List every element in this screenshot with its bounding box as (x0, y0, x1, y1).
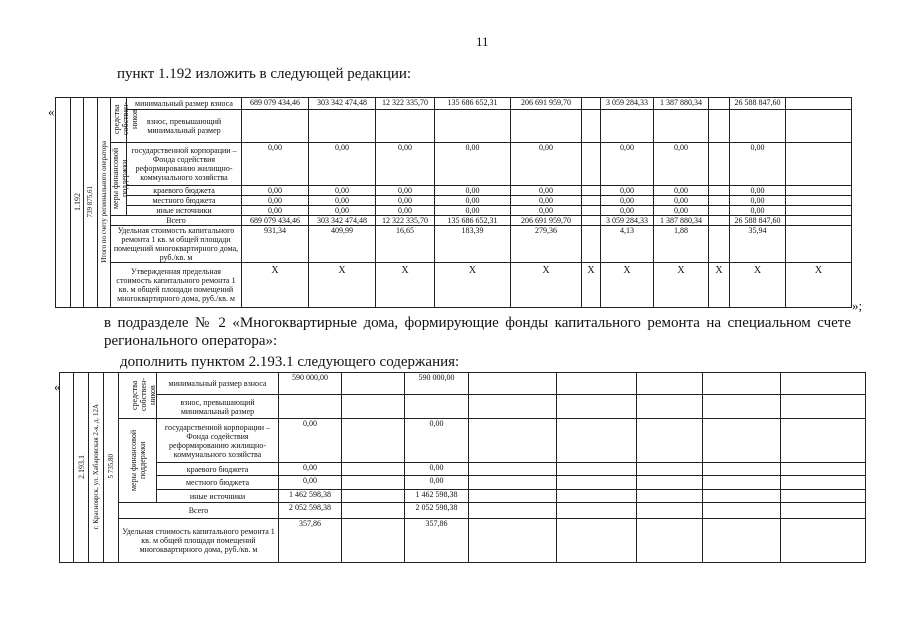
table2-over-min-col-2 (342, 395, 405, 419)
t1-row-over-min (56, 110, 852, 143)
table2-local-col-2 (342, 476, 405, 490)
t2-label-unit-cost: Удельная стоимость капитального ремонта 1 кв. м общей площади помещений многоквартирного дома, руб./кв. м (119, 519, 279, 563)
t2-label-other: иные источники (157, 490, 279, 503)
table1-regional-col-6 (582, 186, 601, 196)
table1-regional-col-8: 0,00 (654, 186, 709, 196)
table1-unit-cost-col-11 (786, 226, 852, 263)
t1-row-unit-cost (56, 226, 852, 263)
table1-local-col-9 (709, 196, 730, 206)
t1-item-cell: 1.192 (71, 98, 84, 308)
table1-min-fee-col-3: 12 322 335,70 (376, 98, 435, 110)
table1-local-col-1: 0,00 (242, 196, 309, 206)
table1-approved-cost-col-9: X (709, 263, 730, 308)
table1-unit-cost-col-4: 183,39 (435, 226, 511, 263)
table1-over-min-col-10 (730, 110, 786, 143)
t1-label-fund: государственной корпорации – Фонда содействия реформированию жилищно-коммунального хозяйства (127, 143, 242, 186)
table2-regional-col-4 (469, 463, 557, 476)
table1-unit-cost-col-8: 1,88 (654, 226, 709, 263)
table2-min-fee-col-5 (557, 373, 637, 395)
table1-total-col-2: 303 342 474,48 (309, 216, 376, 226)
table1-unit-cost-col-9 (709, 226, 730, 263)
table1-unit-cost-col-5: 279,36 (511, 226, 582, 263)
table1-local-col-11 (786, 196, 852, 206)
open-quote-1: « (48, 104, 55, 119)
table1-other-col-11 (786, 206, 852, 216)
table1-over-min-col-1 (242, 110, 309, 143)
table2-fund-col-6 (637, 419, 703, 463)
t1-row-approved-cost (56, 263, 852, 308)
table1-regional-col-2: 0,00 (309, 186, 376, 196)
table2-regional-col-5 (557, 463, 637, 476)
t2-row-over-min (60, 395, 866, 419)
table1-other-col-1: 0,00 (242, 206, 309, 216)
table2-local-col-7 (703, 476, 781, 490)
t1-row-total (56, 216, 852, 226)
table2-min-fee-col-6 (637, 373, 703, 395)
table1-total-col-1: 689 079 434,46 (242, 216, 309, 226)
table1-approved-cost-col-4: X (435, 263, 511, 308)
t1-label-total: Всего (111, 216, 242, 226)
table1-approved-cost-col-5: X (511, 263, 582, 308)
t2-row-fund (60, 419, 866, 463)
table1-min-fee-col-7: 3 059 284,33 (601, 98, 654, 110)
t1-label-over-min: взнос, превышающий минимальный размер (127, 110, 242, 143)
table1-unit-cost-col-1: 931,34 (242, 226, 309, 263)
table1-min-fee-col-4: 135 686 652,31 (435, 98, 511, 110)
table1-regional-col-7: 0,00 (601, 186, 654, 196)
table2-unit-cost-col-2 (342, 519, 405, 563)
table1-min-fee-col-8: 1 387 880,34 (654, 98, 709, 110)
table1-total-col-3: 12 322 335,70 (376, 216, 435, 226)
table1-approved-cost-col-8: X (654, 263, 709, 308)
table1-local-col-8: 0,00 (654, 196, 709, 206)
table1-other-col-5: 0,00 (511, 206, 582, 216)
table2-unit-cost-col-8 (781, 519, 866, 563)
table2-total-col-2 (342, 503, 405, 519)
table1-over-min-col-11 (786, 110, 852, 143)
t1-amount-cell: 739 875,61 (84, 98, 98, 308)
table1-other-col-3: 0,00 (376, 206, 435, 216)
table1-regional-col-3: 0,00 (376, 186, 435, 196)
t1-row-min-fee (56, 98, 852, 110)
t2-label-local: местного бюджета (157, 476, 279, 490)
table1-fund-col-8: 0,00 (654, 143, 709, 186)
table2-local-col-1: 0,00 (279, 476, 342, 490)
table2-over-min-col-3 (405, 395, 469, 419)
table2-fund-col-2 (342, 419, 405, 463)
table2-over-min-col-8 (781, 395, 866, 419)
table2-unit-cost-col-6 (637, 519, 703, 563)
close-quote-1: »; (852, 298, 863, 313)
table1-approved-cost-col-6: X (582, 263, 601, 308)
table1-over-min-col-3 (376, 110, 435, 143)
table2-other-col-3: 1 462 598,38 (405, 490, 469, 503)
table2-over-min-col-4 (469, 395, 557, 419)
table1-other-col-4: 0,00 (435, 206, 511, 216)
table1-unit-cost-col-2: 409,99 (309, 226, 376, 263)
t2-row-regional (60, 463, 866, 476)
t2-row-min-fee (60, 373, 866, 395)
table2-other-col-1: 1 462 598,38 (279, 490, 342, 503)
table1-min-fee-col-9 (709, 98, 730, 110)
table2-regional-col-1: 0,00 (279, 463, 342, 476)
table1-over-min-col-5 (511, 110, 582, 143)
table1-regional-col-9 (709, 186, 730, 196)
table2-regional-col-8 (781, 463, 866, 476)
table1-fund-col-5: 0,00 (511, 143, 582, 186)
table1-min-fee-col-11 (786, 98, 852, 110)
table2-unit-cost-col-5 (557, 519, 637, 563)
table1-fund-col-3: 0,00 (376, 143, 435, 186)
table1-min-fee-col-10: 26 588 847,60 (730, 98, 786, 110)
table1-total-col-4: 135 686 652,31 (435, 216, 511, 226)
table1-unit-cost-col-7: 4,13 (601, 226, 654, 263)
table1-fund-col-6 (582, 143, 601, 186)
paragraph-subsection-2: в подразделе № 2 «Многоквартирные дома, формирующие фонды капитального ремонта на специальном счете регионального оператора»: (104, 315, 851, 349)
table1-min-fee-col-2: 303 342 474,48 (309, 98, 376, 110)
table1-unit-cost-col-6 (582, 226, 601, 263)
table2-other-col-7 (703, 490, 781, 503)
table1-approved-cost-col-11: X (786, 263, 852, 308)
table1-total-col-8: 1 387 880,34 (654, 216, 709, 226)
table2-total-col-6 (637, 503, 703, 519)
table2-other-col-6 (637, 490, 703, 503)
table2-over-min-col-1 (279, 395, 342, 419)
paragraph-item-2-193-1: дополнить пунктом 2.193.1 следующего содержания: (120, 354, 460, 370)
t1-label-approved-cost: Утвержденная предельная стоимость капитального ремонта 1 кв. м общей площади помещений многоквартирного дома, руб./кв. м (111, 263, 242, 308)
table2-fund-col-4 (469, 419, 557, 463)
t1-row-other (56, 206, 852, 216)
table2-fund-col-8 (781, 419, 866, 463)
t1-empty-col (56, 98, 71, 308)
table2-regional-col-6 (637, 463, 703, 476)
table2-unit-cost-col-7 (703, 519, 781, 563)
t2-row-local (60, 476, 866, 490)
table1-other-col-6 (582, 206, 601, 216)
table1-approved-cost-col-3: X (376, 263, 435, 308)
table2-total-col-5 (557, 503, 637, 519)
table2-regional-col-2 (342, 463, 405, 476)
table1-min-fee-col-1: 689 079 434,46 (242, 98, 309, 110)
table2-min-fee-col-4 (469, 373, 557, 395)
table1-local-col-6 (582, 196, 601, 206)
page-number: 11 (476, 34, 489, 49)
t2-empty-col (60, 373, 74, 563)
table1-fund-col-2: 0,00 (309, 143, 376, 186)
table1-total-col-7: 3 059 284,33 (601, 216, 654, 226)
table2-unit-cost-col-1: 357,86 (279, 519, 342, 563)
paragraph-item-1-192: пункт 1.192 изложить в следующей редакции: (117, 66, 412, 82)
table1-fund-col-7: 0,00 (601, 143, 654, 186)
table2-min-fee-col-2 (342, 373, 405, 395)
t2-label-fund: государственной корпорации – Фонда содействия реформированию жилищно-коммунального хозяйства (157, 419, 279, 463)
table2-min-fee-col-7 (703, 373, 781, 395)
t2-label-regional: краевого бюджета (157, 463, 279, 476)
t2-amount-cell: 5 735,80 (104, 373, 119, 563)
table2-over-min-col-7 (703, 395, 781, 419)
table2-regional-col-7 (703, 463, 781, 476)
table1-total-col-9 (709, 216, 730, 226)
table2-other-col-4 (469, 490, 557, 503)
t2-row-other (60, 490, 866, 503)
table2-local-col-8 (781, 476, 866, 490)
table1-total-col-5: 206 691 959,70 (511, 216, 582, 226)
t1-row-regional (56, 186, 852, 196)
table1-fund-col-4: 0,00 (435, 143, 511, 186)
t2-row-unit-cost (60, 519, 866, 563)
table1-min-fee-col-5: 206 691 959,70 (511, 98, 582, 110)
table2-local-col-4 (469, 476, 557, 490)
table1-unit-cost-col-10: 35,94 (730, 226, 786, 263)
t1-label-local: местного бюджета (127, 196, 242, 206)
table1-regional-col-4: 0,00 (435, 186, 511, 196)
table2-total-col-4 (469, 503, 557, 519)
table2-min-fee-col-3: 590 000,00 (405, 373, 469, 395)
table1-other-col-8: 0,00 (654, 206, 709, 216)
table2-total-col-7 (703, 503, 781, 519)
table-item-1-192 (55, 97, 852, 308)
t1-row-local (56, 196, 852, 206)
table1-local-col-2: 0,00 (309, 196, 376, 206)
t2-support-cell: меры финансовой поддержки (119, 419, 157, 503)
table2-local-col-6 (637, 476, 703, 490)
table2-fund-col-5 (557, 419, 637, 463)
t2-item-cell: 2.193.1 (74, 373, 89, 563)
t1-support-cell: меры финансовой поддержки (111, 143, 127, 216)
table1-approved-cost-col-2: X (309, 263, 376, 308)
table2-fund-col-1: 0,00 (279, 419, 342, 463)
table1-local-col-3: 0,00 (376, 196, 435, 206)
t1-name-cell: Итого по счету регионального оператора (98, 98, 111, 308)
table1-local-col-7: 0,00 (601, 196, 654, 206)
open-quote-2: « (54, 379, 61, 394)
t1-label-other: иные источники (127, 206, 242, 216)
table1-local-col-10: 0,00 (730, 196, 786, 206)
table2-local-col-3: 0,00 (405, 476, 469, 490)
t1-label-min-fee: минимальный размер взноса (127, 98, 242, 110)
table1-other-col-2: 0,00 (309, 206, 376, 216)
t1-row-fund (56, 143, 852, 186)
table1-fund-col-9 (709, 143, 730, 186)
table1-regional-col-1: 0,00 (242, 186, 309, 196)
table2-total-col-1: 2 052 598,38 (279, 503, 342, 519)
table-item-2-193-1 (59, 372, 866, 563)
table2-total-col-3: 2 052 598,38 (405, 503, 469, 519)
table1-over-min-col-4 (435, 110, 511, 143)
t1-label-unit-cost: Удельная стоимость капитального ремонта 1 кв. м общей площади помещений многоквартирного дома, руб./кв. м (111, 226, 242, 263)
table1-over-min-col-9 (709, 110, 730, 143)
table1-total-col-10: 26 588 847,60 (730, 216, 786, 226)
table1-min-fee-col-6 (582, 98, 601, 110)
t2-owners-cell: средства собствен-ников (119, 373, 157, 419)
table1-approved-cost-col-10: X (730, 263, 786, 308)
table2-unit-cost-col-4 (469, 519, 557, 563)
table2-total-col-8 (781, 503, 866, 519)
t2-label-min-fee: минимальный размер взноса (157, 373, 279, 395)
table1-other-col-10: 0,00 (730, 206, 786, 216)
t2-label-over-min: взнос, превышающий минимальный размер (157, 395, 279, 419)
table2-fund-col-3: 0,00 (405, 419, 469, 463)
table1-over-min-col-8 (654, 110, 709, 143)
table2-unit-cost-col-3: 357,86 (405, 519, 469, 563)
table1-regional-col-11 (786, 186, 852, 196)
table2-over-min-col-6 (637, 395, 703, 419)
table1-over-min-col-7 (601, 110, 654, 143)
table2-over-min-col-5 (557, 395, 637, 419)
table1-fund-col-10: 0,00 (730, 143, 786, 186)
table1-fund-col-1: 0,00 (242, 143, 309, 186)
table2-regional-col-3: 0,00 (405, 463, 469, 476)
t1-owners-cell: средства собствен-ников (111, 98, 127, 143)
t2-address-cell: г. Красноярск, ул. Хабаровская 2-я, д. 12А (89, 373, 104, 563)
table2-min-fee-col-8 (781, 373, 866, 395)
table2-min-fee-col-1: 590 000,00 (279, 373, 342, 395)
table1-approved-cost-col-1: X (242, 263, 309, 308)
table2-other-col-2 (342, 490, 405, 503)
t1-label-regional: краевого бюджета (127, 186, 242, 196)
table2-other-col-5 (557, 490, 637, 503)
table1-total-col-11 (786, 216, 852, 226)
t2-row-total (60, 503, 866, 519)
table1-other-col-7: 0,00 (601, 206, 654, 216)
t2-label-total: Всего (119, 503, 279, 519)
table2-fund-col-7 (703, 419, 781, 463)
table1-unit-cost-col-3: 16,65 (376, 226, 435, 263)
table1-total-col-6 (582, 216, 601, 226)
table1-local-col-4: 0,00 (435, 196, 511, 206)
table1-over-min-col-6 (582, 110, 601, 143)
table1-regional-col-5: 0,00 (511, 186, 582, 196)
table2-local-col-5 (557, 476, 637, 490)
table1-approved-cost-col-7: X (601, 263, 654, 308)
table1-over-min-col-2 (309, 110, 376, 143)
table1-local-col-5: 0,00 (511, 196, 582, 206)
table1-other-col-9 (709, 206, 730, 216)
table2-other-col-8 (781, 490, 866, 503)
table1-regional-col-10: 0,00 (730, 186, 786, 196)
table1-fund-col-11 (786, 143, 852, 186)
